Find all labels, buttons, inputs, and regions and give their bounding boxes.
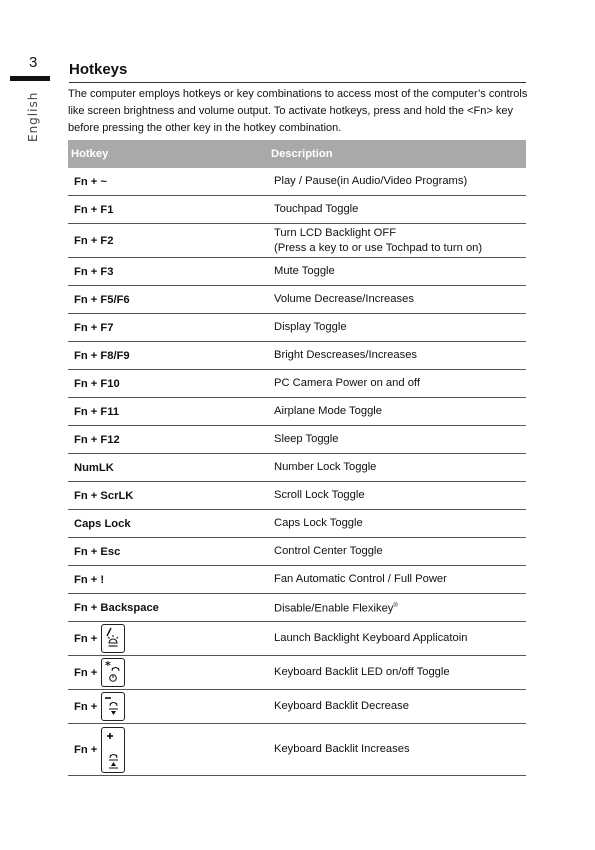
table-row <box>68 426 526 454</box>
table-row <box>68 454 526 482</box>
hotkey-cell: Caps Lock <box>68 510 268 538</box>
hotkey-cell: Fn + F8/F9 <box>68 342 268 370</box>
description-cell: Sleep Toggle <box>268 426 526 454</box>
backlight-decrease-key-icon <box>101 692 125 721</box>
description-cell: Keyboard Backlit LED on/off Toggle <box>268 656 526 690</box>
header-description: Description <box>268 140 526 168</box>
table-row <box>68 594 526 622</box>
table-row <box>68 690 526 724</box>
description-line-1: Turn LCD Backlight OFF <box>274 226 397 239</box>
hotkey-cell: Fn + Backspace <box>68 594 268 622</box>
side-language-label: English <box>26 91 40 142</box>
description-cell: Caps Lock Toggle <box>268 510 526 538</box>
table-row <box>68 342 526 370</box>
hotkey-cell: Fn + F7 <box>68 314 268 342</box>
hotkey-table <box>68 140 526 776</box>
hotkey-cell <box>68 690 268 724</box>
description-cell: Keyboard Backlit Decrease <box>268 690 526 724</box>
backlight-led-toggle-key-icon <box>101 658 125 687</box>
registered-mark: ® <box>393 602 398 609</box>
backlight-app-key-icon <box>101 624 125 653</box>
hotkey-cell: NumLK <box>68 454 268 482</box>
description-cell: Mute Toggle <box>268 258 526 286</box>
header-hotkey: Hotkey <box>68 140 268 168</box>
hotkey-cell <box>68 656 268 690</box>
hotkey-cell: Fn + F5/F6 <box>68 286 268 314</box>
description-cell: Display Toggle <box>268 314 526 342</box>
description-cell: Bright Descreases/Increases <box>268 342 526 370</box>
hotkey-cell <box>68 724 268 776</box>
description-cell: Play / Pause(in Audio/Video Programs) <box>268 168 526 196</box>
svg-text:*: * <box>105 659 112 672</box>
hotkey-cell: Fn + F3 <box>68 258 268 286</box>
intro-paragraph: The computer employs hotkeys or key combinations to access most of the computer’s controls like screen brightness and volume output. To activate hotkeys, press and hold the <Fn> key before pressing the other key in the hotkey combination. <box>68 88 528 134</box>
description-cell: Touchpad Toggle <box>268 196 526 224</box>
table-row <box>68 656 526 690</box>
description-cell: PC Camera Power on and off <box>268 370 526 398</box>
table-row <box>68 566 526 594</box>
description-cell: Scroll Lock Toggle <box>268 482 526 510</box>
table-row <box>68 370 526 398</box>
backlight-increase-key-icon <box>101 727 125 773</box>
description-cell <box>268 594 526 622</box>
description-cell <box>268 224 526 258</box>
description-text: Disable/Enable Flexikey <box>274 602 394 615</box>
description-cell: Number Lock Toggle <box>268 454 526 482</box>
title-divider <box>69 82 526 83</box>
description-cell: Airplane Mode Toggle <box>268 398 526 426</box>
table-row <box>68 314 526 342</box>
description-cell: Keyboard Backlit Increases <box>268 724 526 776</box>
hotkey-text: Fn + <box>74 632 98 645</box>
hotkey-cell: Fn + F12 <box>68 426 268 454</box>
description-cell: Volume Decrease/Increases <box>268 286 526 314</box>
table-row <box>68 398 526 426</box>
table-row <box>68 224 526 258</box>
table-row <box>68 168 526 196</box>
table-row <box>68 724 526 776</box>
hotkey-cell: Fn + F2 <box>68 224 268 258</box>
hotkey-cell <box>68 622 268 656</box>
hotkey-cell: Fn + ~ <box>68 168 268 196</box>
hotkey-cell: Fn + ScrLK <box>68 482 268 510</box>
description-cell: Launch Backlight Keyboard Applicatoin <box>268 622 526 656</box>
description-line-2: (Press a key to or use Tochpad to turn on) <box>274 241 483 254</box>
hotkey-text: Fn + <box>74 743 98 756</box>
table-row <box>68 510 526 538</box>
hotkey-cell: Fn + F10 <box>68 370 268 398</box>
table-row <box>68 622 526 656</box>
table-row <box>68 286 526 314</box>
description-cell: Control Center Toggle <box>268 538 526 566</box>
table-row <box>68 482 526 510</box>
hotkey-cell: Fn + Esc <box>68 538 268 566</box>
hotkey-text: Fn + <box>74 666 98 679</box>
hotkey-cell: Fn + F11 <box>68 398 268 426</box>
hotkey-cell: Fn + F1 <box>68 196 268 224</box>
page-number: 3 <box>29 54 38 71</box>
hotkey-cell: Fn + ! <box>68 566 268 594</box>
table-row <box>68 258 526 286</box>
hotkey-text: Fn + <box>74 700 98 713</box>
table-row <box>68 196 526 224</box>
table-header-row <box>68 140 526 168</box>
page-title: Hotkeys <box>69 61 128 78</box>
description-cell: Fan Automatic Control / Full Power <box>268 566 526 594</box>
table-row <box>68 538 526 566</box>
side-tab-bar <box>10 76 50 81</box>
